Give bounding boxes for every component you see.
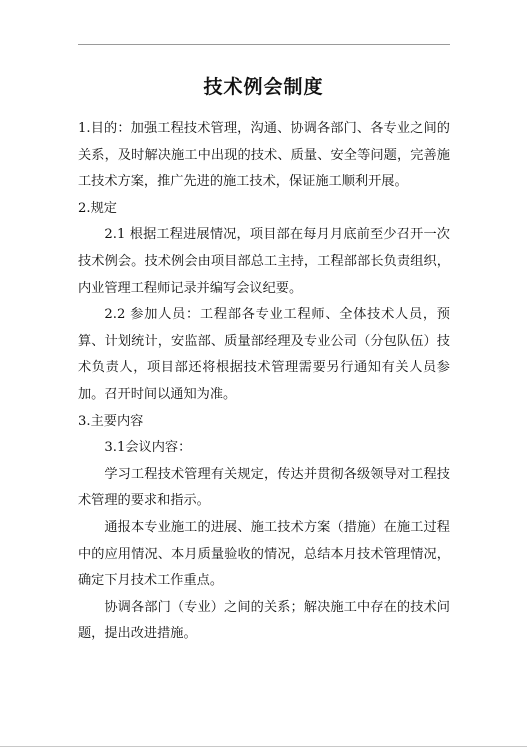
header-rule	[78, 44, 450, 45]
paragraph-coordinate: 协调各部门（专业）之间的关系；解决施工中存在的技术问题，提出改进措施。	[78, 599, 450, 642]
paragraph-study-rules: 学习工程技术管理有关规定，传达并贯彻各级领导对工程技术管理的要求和指示。	[78, 466, 450, 509]
document-body	[78, 116, 450, 648]
document-title: 技术例会制度	[203, 76, 324, 98]
paragraph-purpose: 1.目的：加强工程技术管理，沟通、协调各部门、各专业之间的关系，及时解决施工中出现的技术、质量、安全等问题，完善施工技术方案，推广先进的施工技术，保证施工顺利开展。	[78, 121, 450, 190]
bottom-rule	[0, 746, 527, 747]
paragraph-report-progress: 通报本专业施工的进展、施工技术方案（措施）在施工过程中的应用情况、本月质量验收的情况，总结本月技术管理情况，确定下月技术工作重点。	[78, 519, 450, 589]
paragraph-rule-2-2: 2.2 参加人员：工程部各专业工程师、全体技术人员，预算、计划统计，安监部、质量部经理及专业公司（分包队伍）技术负责人，项目部还将根据技术管理需要另行通知有关人员参加。召开时间以通知为准。	[78, 307, 450, 402]
paragraph-rule-2-1: 2.1 根据工程进展情况，项目部在每月月底前至少召开一次技术例会。技术例会由项目部总工主持，工程部部长负责组织，内业管理工程师记录并编写会议纪要。	[78, 227, 450, 296]
heading-main-content: 3.主要内容	[78, 413, 144, 429]
subheading-meeting-content: 3.1会议内容：	[104, 440, 192, 456]
heading-rules: 2.规定	[78, 200, 117, 216]
